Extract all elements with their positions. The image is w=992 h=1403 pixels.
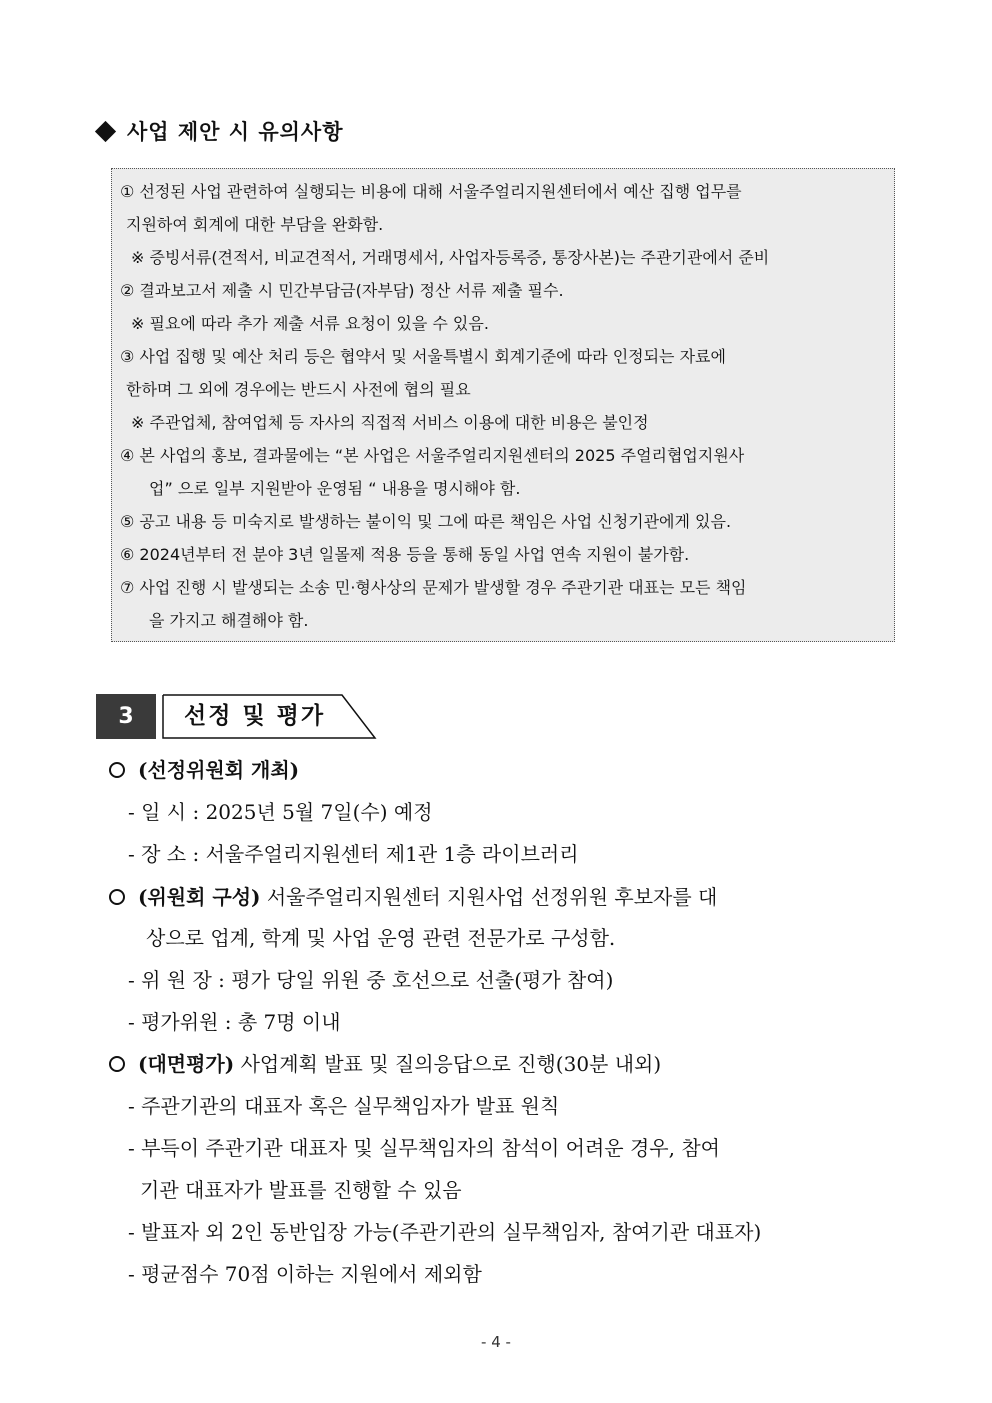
notice-line: ※ 증빙서류(견적서, 비교견적서, 거래명세서, 사업자등록증, 통장사본)는 주관기관에서 준비	[131, 248, 770, 267]
notice-line: ※ 필요에 따라 추가 제출 서류 요청이 있을 수 있음.	[131, 314, 489, 333]
circle-bullet-icon	[109, 889, 125, 905]
circle-bullet-icon	[109, 762, 125, 778]
page-number: - 4 -	[481, 1333, 511, 1351]
composition-members: - 평가위원 : 총 7명 이내	[128, 1010, 341, 1034]
circle-bullet-icon	[109, 1056, 125, 1072]
interview-item-cont: 기관 대표자가 발표를 진행할 수 있음	[140, 1178, 462, 1202]
notice-line: ② 결과보고서 제출 시 민간부담금(자부담) 정산 서류 제출 필수.	[120, 281, 564, 300]
notice-box	[111, 168, 895, 642]
section-title: 선정 및 평가	[184, 703, 326, 729]
interview-item: - 발표자 외 2인 동반입장 가능(주관기관의 실무책임자, 참여기관 대표자)	[128, 1220, 762, 1244]
section-number: 3	[96, 694, 156, 739]
notice-line: ※ 주관업체, 참여업체 등 자사의 직접적 서비스 이용에 대한 비용은 불인정	[131, 413, 649, 432]
interview-heading: (대면평가)	[138, 1052, 235, 1076]
composition-chair: - 위 원 장 : 평가 당일 위원 중 호선으로 선출(평가 참여)	[128, 968, 614, 992]
caution-title-text: 사업 제안 시 유의사항	[127, 120, 344, 144]
interview-paragraph	[138, 1046, 992, 1082]
section-title-frame	[162, 694, 377, 739]
caution-title	[94, 116, 344, 146]
composition-heading: (위원회 구성)	[138, 885, 261, 909]
notice-line: 을 가지고 해결해야 함.	[149, 611, 309, 630]
composition-text-cont: 상으로 업계, 학계 및 사업 운영 관련 전문가로 구성함.	[146, 926, 616, 950]
interview-item: - 주관기관의 대표자 혹은 실무책임자가 발표 원칙	[128, 1094, 560, 1118]
interview-text: 사업계획 발표 및 질의응답으로 진행(30분 내외)	[234, 1052, 662, 1076]
notice-line: ⑤ 공고 내용 등 미숙지로 발생하는 불이익 및 그에 따른 책임은 사업 신청기관에게 있음.	[120, 512, 732, 531]
committee-date: - 일 시 : 2025년 5월 7일(수) 예정	[128, 800, 433, 824]
section-header	[96, 694, 377, 739]
notice-line: ④ 본 사업의 홍보, 결과물에는 “본 사업은 서울주얼리지원센터의 2025 주얼리협업지원사	[120, 446, 745, 465]
diamond-bullet-icon	[95, 120, 116, 141]
committee-heading: (선정위원회 개최)	[138, 758, 300, 782]
notice-line: ⑦ 사업 진행 시 발생되는 소송 민·형사상의 문제가 발생할 경우 주관기관 대표는 모든 책임	[120, 578, 747, 597]
notice-line: 지원하여 회계에 대한 부담을 완화함.	[126, 215, 384, 234]
interview-item: - 평균점수 70점 이하는 지원에서 제외함	[128, 1262, 482, 1286]
notice-line: ① 선정된 사업 관련하여 실행되는 비용에 대해 서울주얼리지원센터에서 예산 집행 업무를	[120, 182, 742, 201]
notice-line: 업” 으로 일부 지원받아 운영됨 “ 내용을 명시해야 함.	[149, 479, 521, 498]
composition-text: 서울주얼리지원센터 지원사업 선정위원 후보자를 대	[260, 885, 718, 909]
committee-place: - 장 소 : 서울주얼리지원센터 제1관 1층 라이브러리	[128, 842, 579, 866]
interview-item: - 부득이 주관기관 대표자 및 실무책임자의 참석이 어려운 경우, 참여	[128, 1136, 720, 1160]
notice-line: ⑥ 2024년부터 전 분야 3년 일몰제 적용 등을 통해 동일 사업 연속 지원이 불가함.	[120, 545, 690, 564]
notice-line: 한하며 그 외에 경우에는 반드시 사전에 협의 필요	[126, 380, 471, 399]
composition-paragraph	[138, 879, 992, 915]
notice-line: ③ 사업 집행 및 예산 처리 등은 협약서 및 서울특별시 회계기준에 따라 인정되는 자료에	[120, 347, 726, 366]
